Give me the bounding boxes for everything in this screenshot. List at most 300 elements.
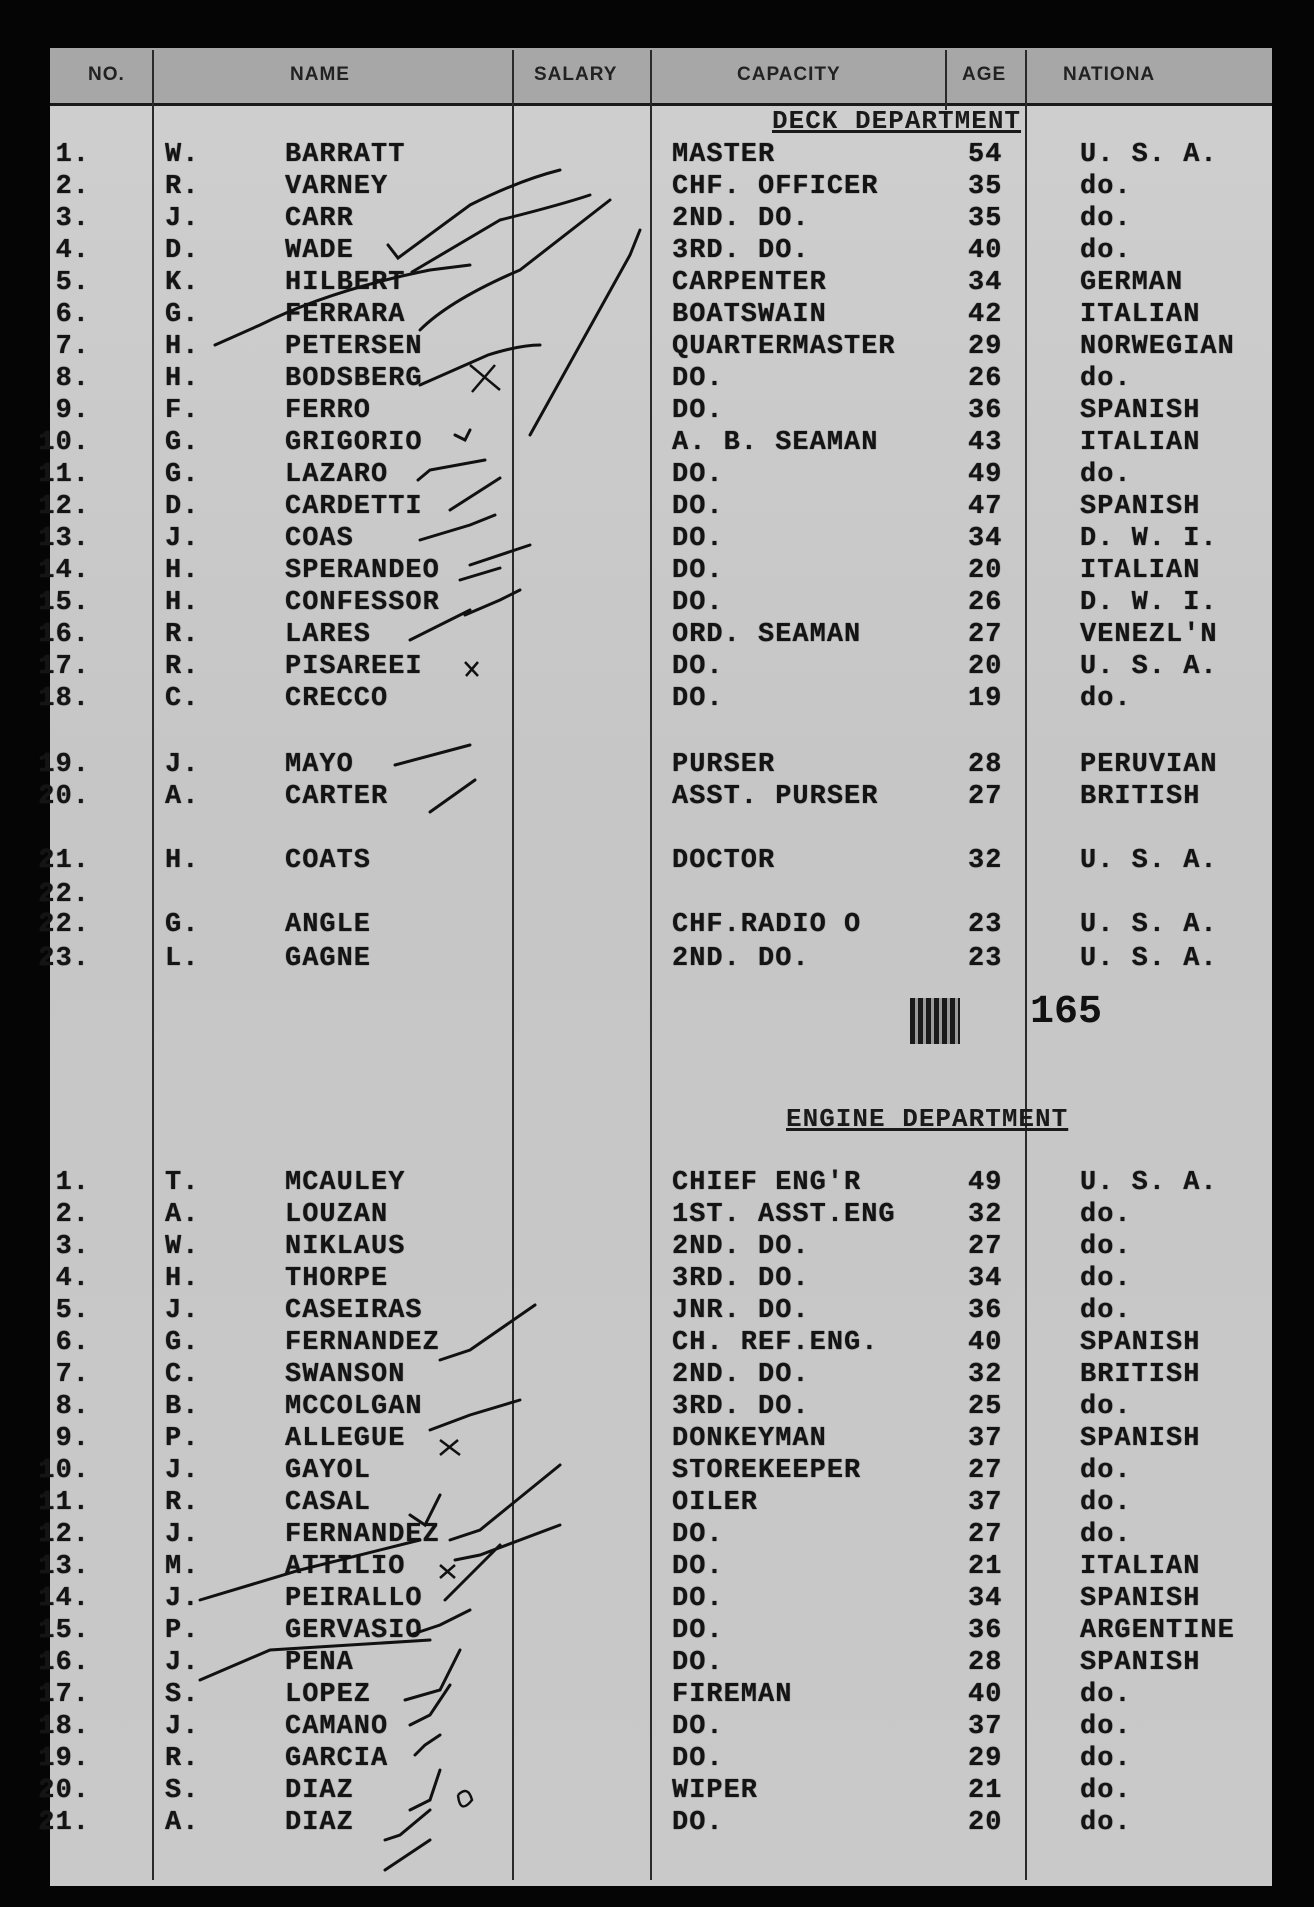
crew-row — [0, 204, 1314, 236]
crew-initial: G. — [165, 428, 200, 458]
crew-surname: MCAULEY — [285, 1168, 406, 1198]
crew-capacity: 3RD. DO. — [672, 1392, 810, 1422]
crew-row — [0, 1712, 1314, 1744]
column-divider — [945, 50, 947, 110]
crew-row — [0, 332, 1314, 364]
crew-age: 21 — [968, 1552, 1003, 1582]
crew-number: 14. — [38, 1584, 90, 1614]
crew-number: 1. — [55, 1168, 90, 1198]
crew-row — [0, 1296, 1314, 1328]
crew-surname: FERRO — [285, 396, 372, 426]
crew-age: 23 — [968, 910, 1003, 940]
crew-row — [0, 236, 1314, 268]
crew-row — [0, 1360, 1314, 1392]
crew-capacity: 2ND. DO. — [672, 1360, 810, 1390]
crew-capacity: ORD. SEAMAN — [672, 620, 862, 650]
stamp-number: 165 — [1030, 990, 1103, 1035]
crew-nationality: VENEZL'N — [1080, 620, 1218, 650]
crew-age: 36 — [968, 396, 1003, 426]
header-no: NO. — [88, 64, 125, 85]
crew-surname: CARDETTI — [285, 492, 423, 522]
crew-nationality: do. — [1080, 236, 1132, 266]
crew-capacity: MASTER — [672, 140, 776, 170]
crew-initial: T. — [165, 1168, 200, 1198]
stamp-mark — [910, 998, 960, 1044]
engine-department-title: ENGINE DEPARTMENT — [786, 1104, 1069, 1134]
crew-number: 13. — [38, 524, 90, 554]
crew-surname: MCCOLGAN — [285, 1392, 423, 1422]
crew-number: 2. — [55, 1200, 90, 1230]
crew-capacity: FIREMAN — [672, 1680, 793, 1710]
crew-number: 4. — [55, 1264, 90, 1294]
crew-capacity: DO. — [672, 1744, 724, 1774]
crew-number: 19. — [38, 750, 90, 780]
crew-row — [0, 268, 1314, 300]
crew-age: 20 — [968, 1808, 1003, 1838]
crew-initial: J. — [165, 1584, 200, 1614]
crew-row — [0, 1744, 1314, 1776]
crew-initial: D. — [165, 492, 200, 522]
crew-number: 23. — [38, 944, 90, 974]
crew-number: 11. — [38, 460, 90, 490]
crew-capacity: DO. — [672, 556, 724, 586]
crew-number: 10. — [38, 428, 90, 458]
crew-surname: ANGLE — [285, 910, 372, 940]
crew-initial: R. — [165, 620, 200, 650]
crew-row — [0, 172, 1314, 204]
crew-age: 32 — [968, 1360, 1003, 1390]
crew-age: 37 — [968, 1712, 1003, 1742]
crew-age: 32 — [968, 1200, 1003, 1230]
crew-nationality: GERMAN — [1080, 268, 1184, 298]
crew-initial: R. — [165, 1488, 200, 1518]
crew-nationality: SPANISH — [1080, 1424, 1201, 1454]
crew-capacity: DO. — [672, 652, 724, 682]
crew-initial: G. — [165, 460, 200, 490]
crew-age: 49 — [968, 1168, 1003, 1198]
crew-surname: LOUZAN — [285, 1200, 389, 1230]
crew-number: 15. — [38, 1616, 90, 1646]
crew-nationality: ARGENTINE — [1080, 1616, 1235, 1646]
crew-surname: FERRARA — [285, 300, 406, 330]
crew-surname: LARES — [285, 620, 372, 650]
crew-age: 42 — [968, 300, 1003, 330]
crew-initial: S. — [165, 1776, 200, 1806]
crew-initial: J. — [165, 1712, 200, 1742]
crew-row — [0, 1488, 1314, 1520]
crew-initial: P. — [165, 1616, 200, 1646]
crew-number: 6. — [55, 1328, 90, 1358]
crew-initial: H. — [165, 846, 200, 876]
crew-row — [0, 460, 1314, 492]
crew-row — [0, 1264, 1314, 1296]
crew-row — [0, 1328, 1314, 1360]
crew-number: 21. — [38, 846, 90, 876]
crew-age: 34 — [968, 1584, 1003, 1614]
crew-number: 7. — [55, 1360, 90, 1390]
crew-surname: DIAZ — [285, 1776, 354, 1806]
crew-nationality: do. — [1080, 460, 1132, 490]
crew-initial: J. — [165, 1520, 200, 1550]
crew-initial: W. — [165, 140, 200, 170]
crew-surname: COATS — [285, 846, 372, 876]
crew-row — [0, 1168, 1314, 1200]
crew-number: 22. — [38, 880, 90, 910]
crew-age: 26 — [968, 588, 1003, 618]
crew-surname: WADE — [285, 236, 354, 266]
crew-nationality: ITALIAN — [1080, 300, 1201, 330]
crew-age: 27 — [968, 620, 1003, 650]
crew-number: 3. — [55, 1232, 90, 1262]
crew-age: 19 — [968, 684, 1003, 714]
crew-initial: J. — [165, 204, 200, 234]
crew-number: 6. — [55, 300, 90, 330]
crew-initial: R. — [165, 652, 200, 682]
crew-capacity: DO. — [672, 1712, 724, 1742]
crew-capacity: DO. — [672, 1648, 724, 1678]
crew-nationality: do. — [1080, 1296, 1132, 1326]
crew-nationality: do. — [1080, 1712, 1132, 1742]
crew-nationality: SPANISH — [1080, 492, 1201, 522]
crew-surname: THORPE — [285, 1264, 389, 1294]
crew-surname: BARRATT — [285, 140, 406, 170]
crew-nationality: do. — [1080, 172, 1132, 202]
crew-row — [0, 556, 1314, 588]
crew-capacity: 2ND. DO. — [672, 204, 810, 234]
crew-row — [0, 684, 1314, 716]
header-nationality: NATIONA — [1063, 64, 1156, 85]
crew-number: 11. — [38, 1488, 90, 1518]
crew-surname: CONFESSOR — [285, 588, 440, 618]
crew-row — [0, 1232, 1314, 1264]
crew-initial: J. — [165, 750, 200, 780]
crew-nationality: D. W. I. — [1080, 588, 1218, 618]
crew-nationality: U. S. A. — [1080, 1168, 1218, 1198]
crew-capacity: DONKEYMAN — [672, 1424, 827, 1454]
crew-age: 49 — [968, 460, 1003, 490]
crew-capacity: CHIEF ENG'R — [672, 1168, 862, 1198]
header-age: AGE — [962, 64, 1007, 85]
crew-age: 40 — [968, 236, 1003, 266]
crew-number: 4. — [55, 236, 90, 266]
crew-capacity: DO. — [672, 524, 724, 554]
crew-row — [0, 1200, 1314, 1232]
crew-age: 32 — [968, 846, 1003, 876]
crew-nationality: SPANISH — [1080, 1648, 1201, 1678]
crew-age: 43 — [968, 428, 1003, 458]
crew-row — [0, 1392, 1314, 1424]
crew-age: 28 — [968, 750, 1003, 780]
crew-nationality: do. — [1080, 1200, 1132, 1230]
crew-initial: G. — [165, 910, 200, 940]
crew-age: 34 — [968, 268, 1003, 298]
crew-surname: FERNANDEZ — [285, 1520, 440, 1550]
crew-row — [0, 652, 1314, 684]
crew-surname: CAMANO — [285, 1712, 389, 1742]
crew-nationality: ITALIAN — [1080, 428, 1201, 458]
crew-capacity: BOATSWAIN — [672, 300, 827, 330]
crew-row — [0, 1808, 1314, 1840]
crew-number: 3. — [55, 204, 90, 234]
crew-row — [0, 1552, 1314, 1584]
crew-age: 27 — [968, 1232, 1003, 1262]
crew-nationality: do. — [1080, 1456, 1132, 1486]
crew-surname: GAGNE — [285, 944, 372, 974]
crew-row — [0, 300, 1314, 332]
crew-initial: J. — [165, 1648, 200, 1678]
crew-number: 21. — [38, 1808, 90, 1838]
crew-surname: DIAZ — [285, 1808, 354, 1838]
crew-row — [0, 1648, 1314, 1680]
crew-nationality: U. S. A. — [1080, 910, 1218, 940]
crew-nationality: do. — [1080, 1392, 1132, 1422]
crew-capacity: DO. — [672, 1616, 724, 1646]
crew-initial: A. — [165, 1808, 200, 1838]
crew-capacity: WIPER — [672, 1776, 759, 1806]
crew-row — [0, 140, 1314, 172]
crew-capacity: DO. — [672, 460, 724, 490]
crew-nationality: do. — [1080, 1680, 1132, 1710]
crew-age: 27 — [968, 1520, 1003, 1550]
crew-capacity: DO. — [672, 396, 724, 426]
crew-surname: FERNANDEZ — [285, 1328, 440, 1358]
crew-row — [0, 1424, 1314, 1456]
crew-row — [0, 1616, 1314, 1648]
crew-number: 16. — [38, 1648, 90, 1678]
crew-capacity: STOREKEEPER — [672, 1456, 862, 1486]
crew-nationality: U. S. A. — [1080, 944, 1218, 974]
crew-capacity: DO. — [672, 1552, 724, 1582]
crew-age: 34 — [968, 1264, 1003, 1294]
crew-age: 37 — [968, 1488, 1003, 1518]
crew-number: 13. — [38, 1552, 90, 1582]
crew-initial: G. — [165, 300, 200, 330]
deck-department-title: DECK DEPARTMENT — [772, 106, 1022, 136]
crew-initial: J. — [165, 1456, 200, 1486]
crew-row — [0, 1776, 1314, 1808]
crew-surname: ALLEGUE — [285, 1424, 406, 1454]
crew-age: 37 — [968, 1424, 1003, 1454]
crew-number: 8. — [55, 364, 90, 394]
crew-number: 12. — [38, 1520, 90, 1550]
crew-number: 8. — [55, 1392, 90, 1422]
crew-initial: L. — [165, 944, 200, 974]
crew-surname: SWANSON — [285, 1360, 406, 1390]
crew-surname: GRIGORIO — [285, 428, 423, 458]
crew-row — [0, 1456, 1314, 1488]
crew-initial: H. — [165, 588, 200, 618]
crew-age: 36 — [968, 1616, 1003, 1646]
crew-capacity: DO. — [672, 1584, 724, 1614]
crew-age: 27 — [968, 782, 1003, 812]
crew-capacity: DO. — [672, 1520, 724, 1550]
crew-initial: A. — [165, 1200, 200, 1230]
crew-age: 54 — [968, 140, 1003, 170]
crew-initial: C. — [165, 684, 200, 714]
crew-initial: A. — [165, 782, 200, 812]
crew-row — [0, 1584, 1314, 1616]
crew-capacity: DO. — [672, 1808, 724, 1838]
crew-age: 28 — [968, 1648, 1003, 1678]
crew-capacity: OILER — [672, 1488, 759, 1518]
crew-surname: CARTER — [285, 782, 389, 812]
crew-capacity: 1ST. ASST.ENG — [672, 1200, 896, 1230]
crew-age: 36 — [968, 1296, 1003, 1326]
crew-nationality: U. S. A. — [1080, 846, 1218, 876]
crew-initial: H. — [165, 1264, 200, 1294]
crew-initial: B. — [165, 1392, 200, 1422]
crew-number: 17. — [38, 652, 90, 682]
crew-row — [0, 750, 1314, 782]
crew-age: 26 — [968, 364, 1003, 394]
crew-nationality: U. S. A. — [1080, 140, 1218, 170]
crew-age: 35 — [968, 172, 1003, 202]
crew-initial: S. — [165, 1680, 200, 1710]
crew-number: 5. — [55, 1296, 90, 1326]
crew-row — [0, 782, 1314, 814]
crew-age: 20 — [968, 652, 1003, 682]
crew-initial: H. — [165, 556, 200, 586]
crew-capacity: CARPENTER — [672, 268, 827, 298]
crew-initial: K. — [165, 268, 200, 298]
crew-surname: CRECCO — [285, 684, 389, 714]
crew-row — [0, 524, 1314, 556]
crew-number: 15. — [38, 588, 90, 618]
crew-capacity: JNR. DO. — [672, 1296, 810, 1326]
crew-capacity: 2ND. DO. — [672, 1232, 810, 1262]
crew-initial: H. — [165, 364, 200, 394]
crew-nationality: do. — [1080, 1808, 1132, 1838]
crew-nationality: do. — [1080, 364, 1132, 394]
header-salary: SALARY — [534, 64, 618, 85]
crew-age: 40 — [968, 1680, 1003, 1710]
crew-number: 5. — [55, 268, 90, 298]
crew-surname: VARNEY — [285, 172, 389, 202]
crew-nationality: do. — [1080, 684, 1132, 714]
crew-surname: CASAL — [285, 1488, 372, 1518]
crew-surname: PISAREEI — [285, 652, 423, 682]
crew-age: 21 — [968, 1776, 1003, 1806]
crew-number: 17. — [38, 1680, 90, 1710]
crew-row — [0, 620, 1314, 652]
header-name: NAME — [290, 64, 350, 85]
crew-row — [0, 588, 1314, 620]
crew-number: 18. — [38, 684, 90, 714]
crew-nationality: SPANISH — [1080, 1328, 1201, 1358]
crew-surname: HILBERT — [285, 268, 406, 298]
crew-capacity: 2ND. DO. — [672, 944, 810, 974]
crew-nationality: do. — [1080, 1776, 1132, 1806]
crew-age: 47 — [968, 492, 1003, 522]
crew-nationality: do. — [1080, 1264, 1132, 1294]
crew-surname: ATTILIO — [285, 1552, 406, 1582]
crew-capacity: 3RD. DO. — [672, 236, 810, 266]
crew-initial: M. — [165, 1552, 200, 1582]
crew-nationality: BRITISH — [1080, 1360, 1201, 1390]
crew-nationality: do. — [1080, 1232, 1132, 1262]
crew-capacity: DO. — [672, 684, 724, 714]
crew-number: 12. — [38, 492, 90, 522]
crew-surname: SPERANDEO — [285, 556, 440, 586]
crew-row — [0, 880, 1314, 912]
crew-initial: F. — [165, 396, 200, 426]
crew-number: 14. — [38, 556, 90, 586]
crew-age: 20 — [968, 556, 1003, 586]
header-capacity: CAPACITY — [737, 64, 841, 85]
crew-initial: W. — [165, 1232, 200, 1262]
crew-surname: PENA — [285, 1648, 354, 1678]
crew-row — [0, 364, 1314, 396]
crew-number: 10. — [38, 1456, 90, 1486]
crew-surname: LOPEZ — [285, 1680, 372, 1710]
crew-age: 29 — [968, 1744, 1003, 1774]
crew-row — [0, 1680, 1314, 1712]
crew-nationality: PERUVIAN — [1080, 750, 1218, 780]
crew-number: 16. — [38, 620, 90, 650]
crew-surname: MAYO — [285, 750, 354, 780]
crew-nationality: SPANISH — [1080, 396, 1201, 426]
crew-age: 27 — [968, 1456, 1003, 1486]
crew-nationality: do. — [1080, 1744, 1132, 1774]
crew-nationality: do. — [1080, 1520, 1132, 1550]
crew-capacity: PURSER — [672, 750, 776, 780]
crew-initial: D. — [165, 236, 200, 266]
crew-row — [0, 492, 1314, 524]
crew-number: 9. — [55, 1424, 90, 1454]
crew-initial: G. — [165, 1328, 200, 1358]
crew-capacity: DO. — [672, 588, 724, 618]
crew-row — [0, 944, 1314, 976]
crew-initial: R. — [165, 172, 200, 202]
crew-initial: P. — [165, 1424, 200, 1454]
crew-capacity: DO. — [672, 492, 724, 522]
crew-number: 2. — [55, 172, 90, 202]
crew-row — [0, 428, 1314, 460]
crew-nationality: ITALIAN — [1080, 1552, 1201, 1582]
crew-surname: NIKLAUS — [285, 1232, 406, 1262]
crew-surname: BODSBERG — [285, 364, 423, 394]
crew-nationality: SPANISH — [1080, 1584, 1201, 1614]
crew-capacity: ASST. PURSER — [672, 782, 879, 812]
crew-surname: CASEIRAS — [285, 1296, 423, 1326]
crew-initial: C. — [165, 1360, 200, 1390]
crew-row — [0, 910, 1314, 942]
crew-row — [0, 846, 1314, 878]
crew-age: 34 — [968, 524, 1003, 554]
crew-initial: J. — [165, 524, 200, 554]
crew-nationality: D. W. I. — [1080, 524, 1218, 554]
crew-capacity: QUARTERMASTER — [672, 332, 896, 362]
crew-capacity: DO. — [672, 364, 724, 394]
crew-surname: CARR — [285, 204, 354, 234]
crew-surname: GAYOL — [285, 1456, 372, 1486]
crew-surname: PETERSEN — [285, 332, 423, 362]
crew-initial: H. — [165, 332, 200, 362]
crew-capacity: CHF. OFFICER — [672, 172, 879, 202]
crew-number: 22. — [38, 910, 90, 940]
crew-number: 20. — [38, 1776, 90, 1806]
crew-surname: PEIRALLO — [285, 1584, 423, 1614]
crew-capacity: A. B. SEAMAN — [672, 428, 879, 458]
crew-capacity: CHF.RADIO O — [672, 910, 862, 940]
crew-nationality: do. — [1080, 204, 1132, 234]
crew-row — [0, 1520, 1314, 1552]
crew-initial: J. — [165, 1296, 200, 1326]
crew-number: 9. — [55, 396, 90, 426]
crew-number: 1. — [55, 140, 90, 170]
crew-capacity: DOCTOR — [672, 846, 776, 876]
crew-nationality: do. — [1080, 1488, 1132, 1518]
